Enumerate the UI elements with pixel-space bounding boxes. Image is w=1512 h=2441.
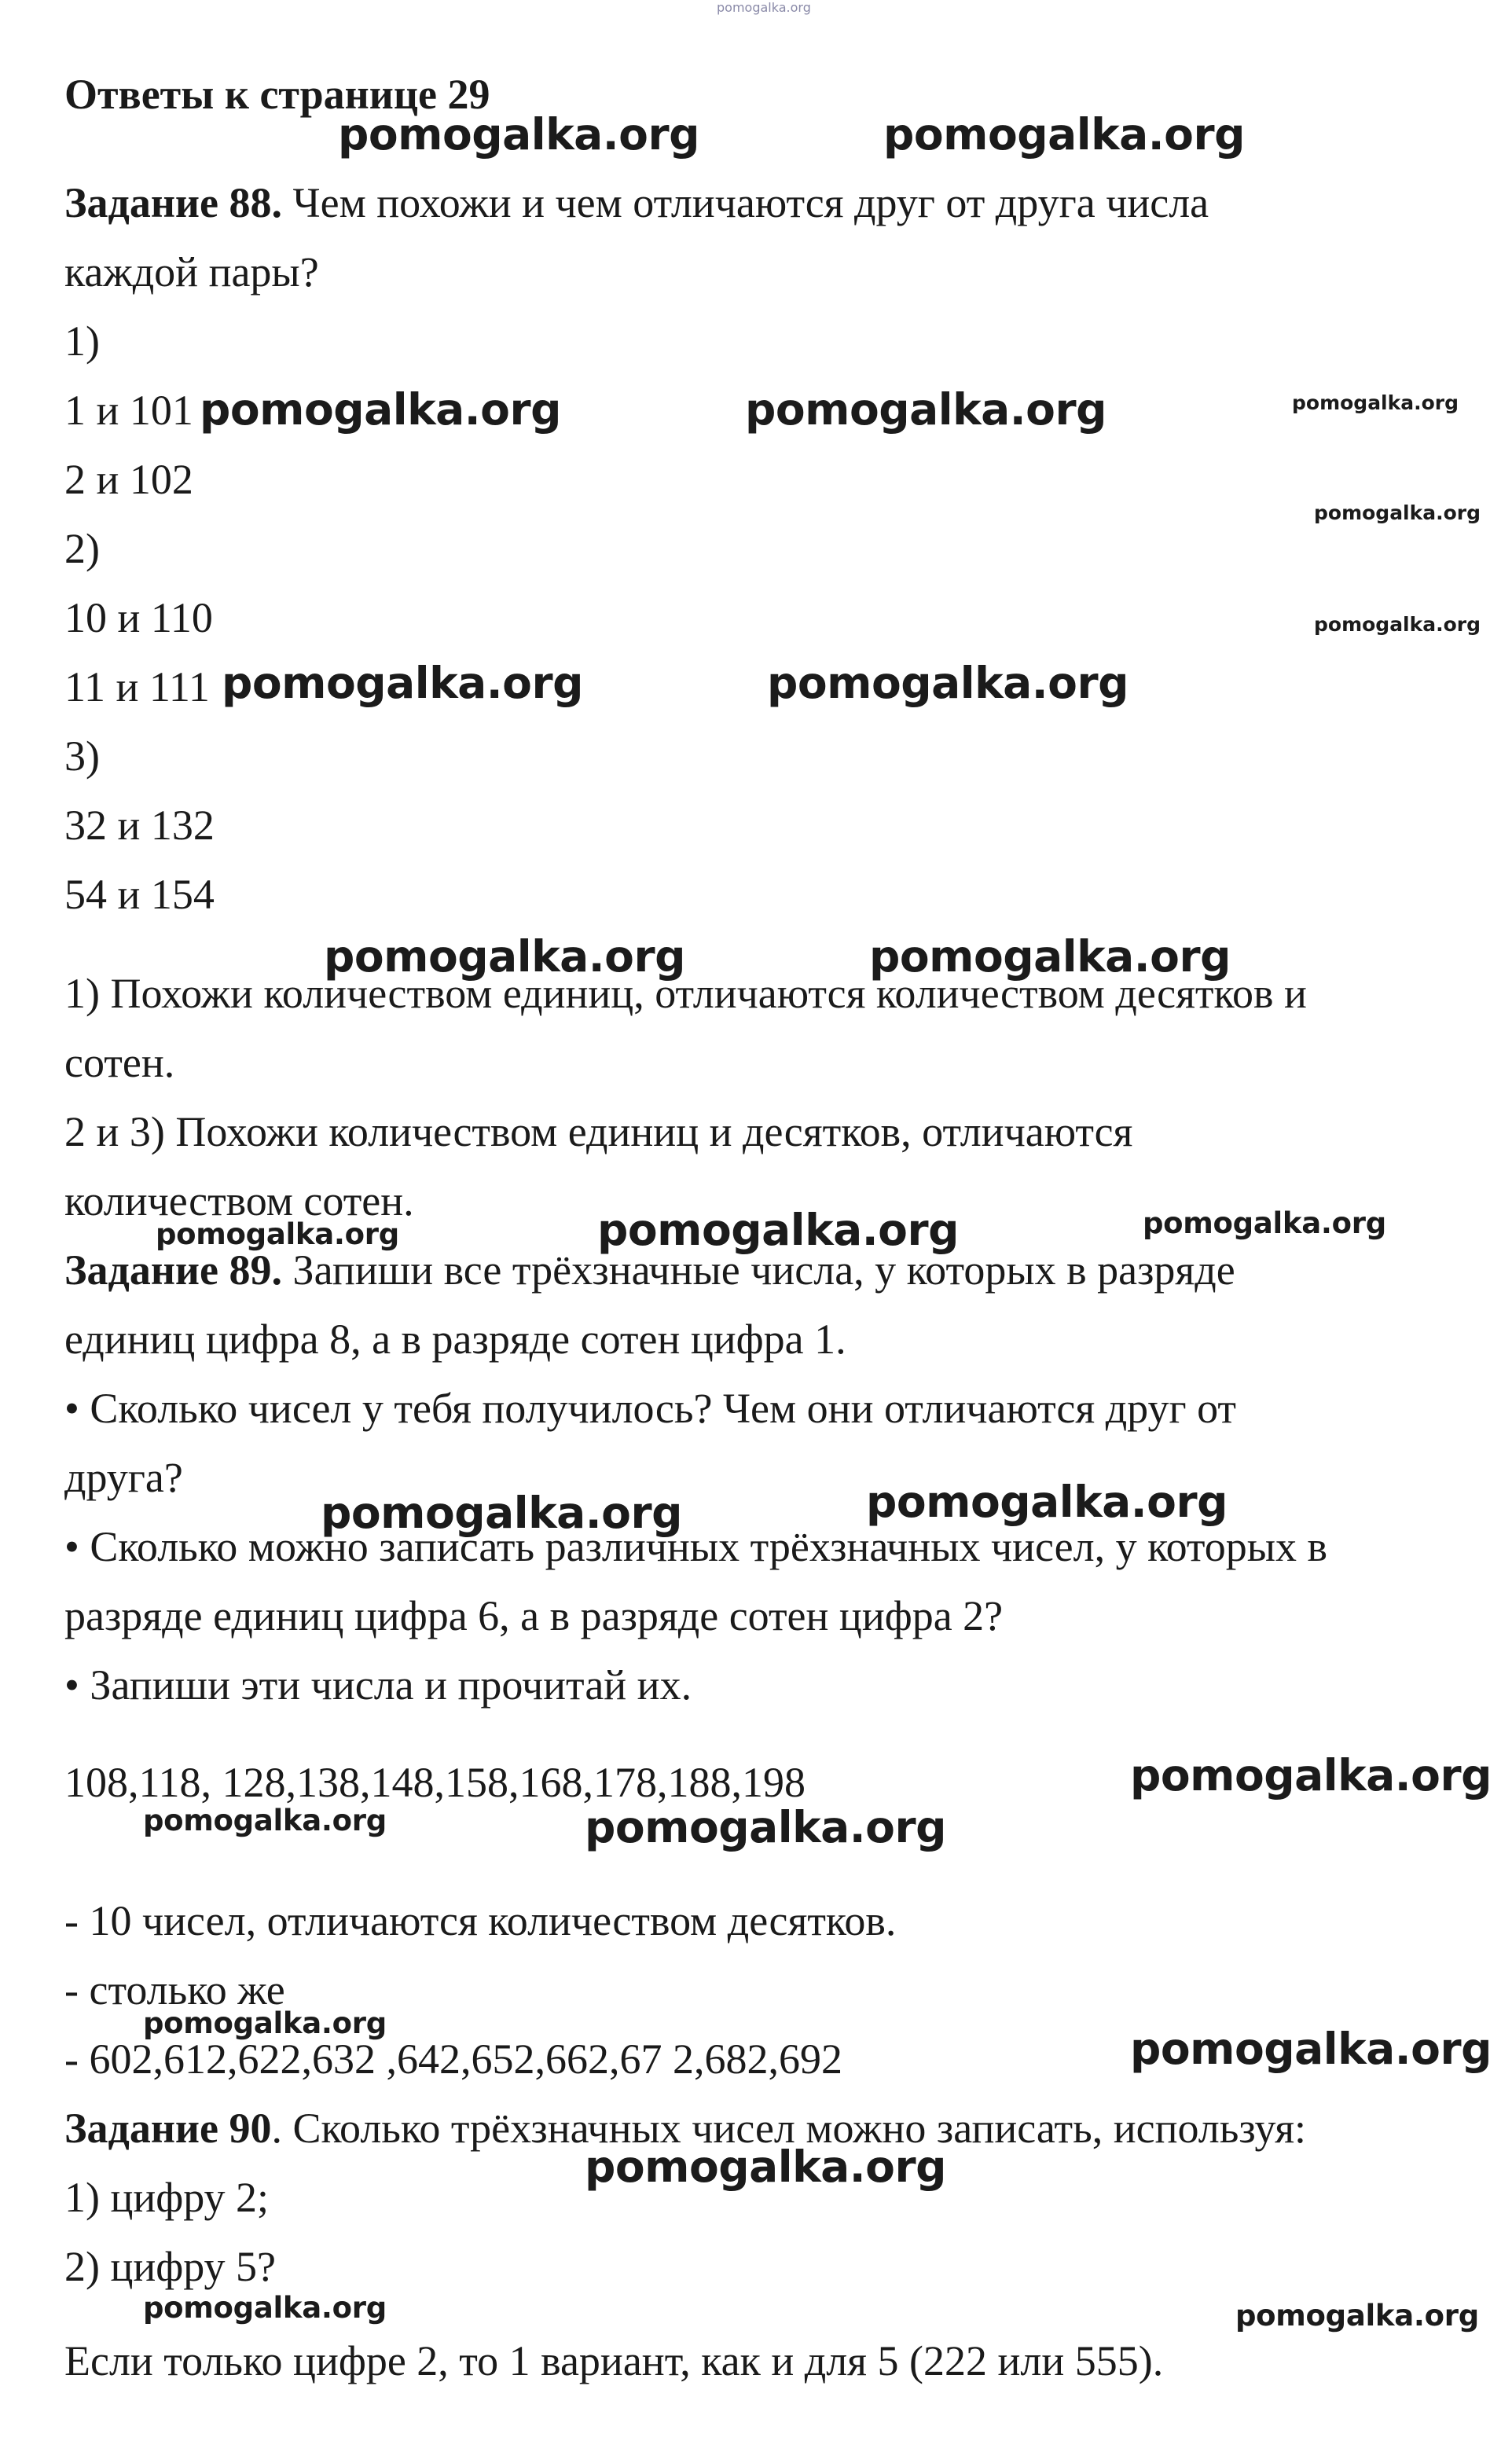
task89-answer-numbers: 108,118, 128,138,148,158,168,178,188,198 (64, 1759, 806, 1806)
task88-group3-pair2: 54 и 154 (64, 871, 215, 918)
task89-bullet1-line1: • Сколько чисел у тебя получилось? Чем они отличаются друг от (64, 1385, 1236, 1432)
task88-group1-pair1: 1 и 101 (64, 387, 193, 434)
task89-bullet2-line2: разряде единиц цифра 6, а в разряде сотен цифра 2? (64, 1592, 1004, 1639)
task89-bullet1-line2: друга? (64, 1454, 183, 1501)
watermark: pomogalka.org (321, 1488, 682, 1538)
watermark: pomogalka.org (200, 384, 561, 435)
watermark: pomogalka.org (866, 1477, 1228, 1527)
task89-answer-count: - 10 чисел, отличаются количеством десятков. (64, 1897, 897, 1944)
watermark: pomogalka.org (1314, 501, 1481, 524)
watermark: pomogalka.org (767, 658, 1128, 708)
watermark: pomogalka.org (143, 2291, 387, 2325)
task88-answer1-line1: 1) Похожи количеством единиц, отличаются количеством десятков и (64, 970, 1307, 1017)
watermark: pomogalka.org (156, 1217, 399, 1251)
task90-item1: 1) цифру 2; (64, 2174, 270, 2221)
task89-bullet2-line1: • Сколько можно записать различных трёхзначных чисел, у которых в (64, 1523, 1328, 1570)
task89-bullet3: • Запиши эти числа и прочитай их. (64, 1661, 692, 1709)
task88-question-line1 (64, 178, 1209, 228)
task88-group2-pair1: 10 и 110 (64, 594, 213, 641)
watermark: pomogalka.org (597, 1205, 959, 1255)
watermark: pomogalka.org (338, 109, 699, 160)
task89-answer-numbers2: - 602,612,622,632 ,642,652,662,67 2,682,692 (64, 2035, 842, 2083)
watermark: pomogalka.org (1314, 613, 1481, 636)
task90-item2: 2) цифру 5? (64, 2243, 277, 2290)
watermark: pomogalka.org (1235, 2299, 1479, 2333)
task88-answer2-line2: количеством сотен. (64, 1177, 414, 1224)
task89-question-text: Запиши все трёхзначные числа, у которых в разряде (282, 1246, 1235, 1294)
watermark: pomogalka.org (1143, 1206, 1386, 1240)
task88-group2-pair2: 11 и 111 (64, 663, 210, 710)
page-title: Ответы к странице 29 (64, 71, 490, 118)
task88-answer1-line2: сотен. (64, 1039, 175, 1086)
watermark: pomogalka.org (883, 109, 1245, 160)
watermark: pomogalka.org (324, 931, 685, 982)
task88-group1-pair2: 2 и 102 (64, 456, 193, 503)
task88-label: Задание 88. (64, 179, 283, 226)
watermark: pomogalka.org (585, 1802, 946, 1852)
task88-answer2-line1: 2 и 3) Похожи количеством единиц и десятков, отличаются (64, 1108, 1133, 1155)
watermark: pomogalka.org (585, 2142, 946, 2192)
task90-label: Задание 90 (64, 2105, 272, 2152)
task88-question-text: Чем похожи и чем отличаются друг от друга числа (282, 179, 1209, 226)
task88-group3-label: 3) (64, 732, 100, 780)
watermark: pomogalka.org (222, 658, 583, 708)
task89-question-line2: единиц цифра 8, а в разряде сотен цифра 1. (64, 1316, 846, 1363)
watermark: pomogalka.org (143, 1804, 387, 1837)
task90-answer: Если только цифре 2, то 1 вариант, как и для 5 (222 или 555). (64, 2337, 1164, 2384)
task89-answer-same: - столько же (64, 1966, 285, 2013)
top-watermark: pomogalka.org (717, 0, 811, 15)
watermark: pomogalka.org (1292, 391, 1459, 414)
task88-group1-label: 1) (64, 318, 100, 365)
task88-group2-label: 2) (64, 525, 100, 572)
watermark: pomogalka.org (143, 2006, 387, 2040)
watermark: pomogalka.org (745, 384, 1106, 435)
watermark: pomogalka.org (1130, 1750, 1492, 1800)
task89-label: Задание 89. (64, 1246, 283, 1294)
watermark: pomogalka.org (1130, 2024, 1492, 2074)
task90-question-text: . Сколько трёхзначных чисел можно записать, используя: (271, 2105, 1307, 2152)
watermark: pomogalka.org (869, 931, 1231, 982)
task88-group3-pair1: 32 и 132 (64, 802, 215, 849)
task88-question-line2: каждой пары? (64, 248, 319, 295)
